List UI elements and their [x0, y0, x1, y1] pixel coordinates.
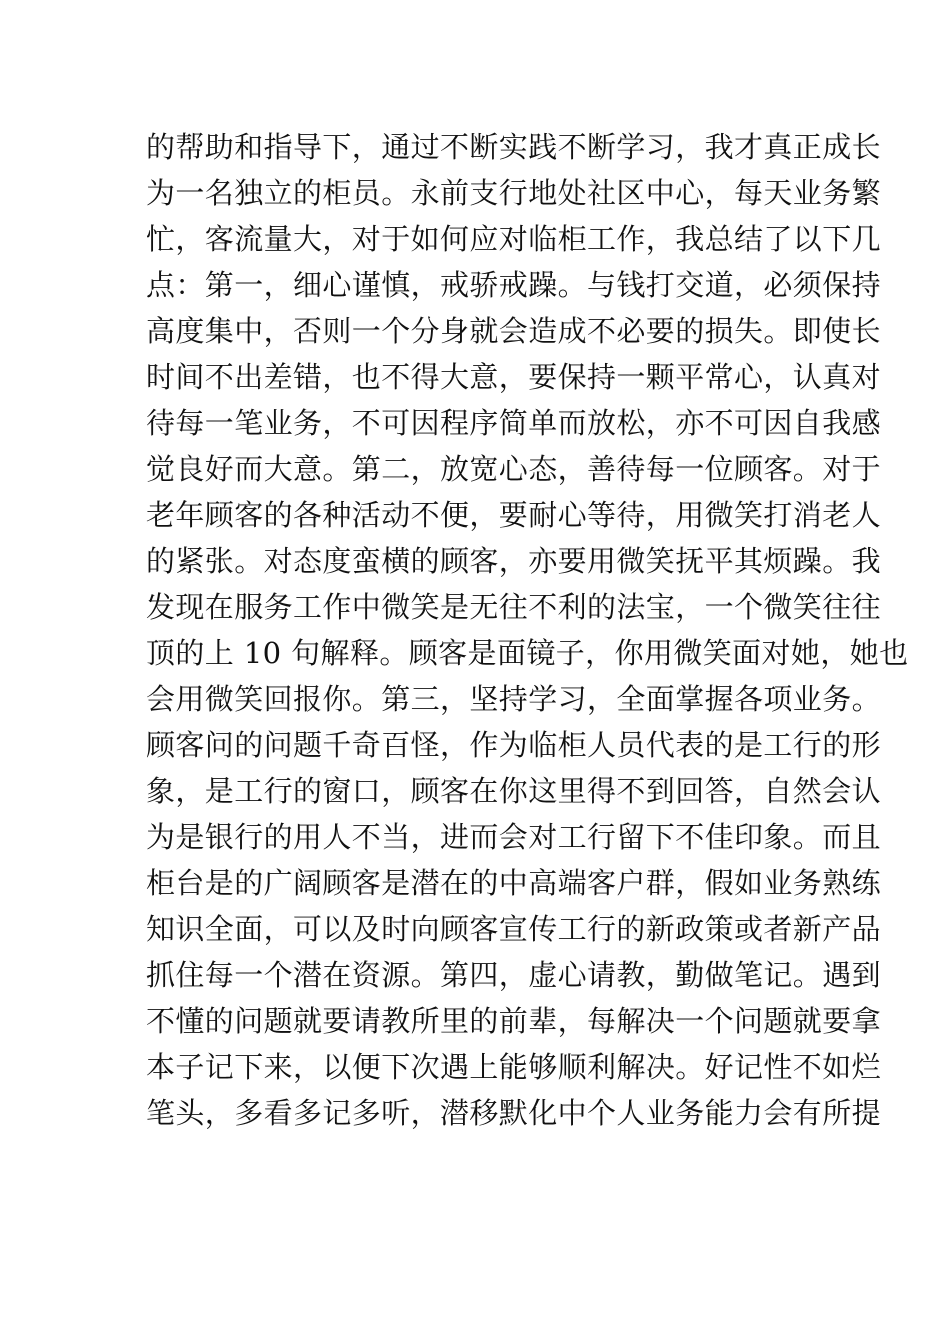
text-line: 抓住每一个潜在资源。第四，虚心请教，勤做笔记。遇到: [146, 958, 882, 992]
text-line: 柜台是的广阔顾客是潜在的中高端客户群，假如业务熟练: [146, 866, 882, 900]
text-line: 为是银行的用人不当，进而会对工行留下不佳印象。而且: [146, 820, 882, 854]
body-text: [146, 124, 909, 1136]
text-line: 会用微笑回报你。第三，坚持学习，全面掌握各项业务。: [146, 682, 882, 716]
text-line: 的紧张。对态度蛮横的顾客，亦要用微笑抚平其烦躁。我: [146, 544, 882, 578]
text-line: 本子记下来，以便下次遇上能够顺利解决。好记性不如烂: [146, 1050, 882, 1084]
text-line: 不懂的问题就要请教所里的前辈，每解决一个问题就要拿: [146, 1004, 882, 1038]
text-line: 待每一笔业务，不可因程序简单而放松，亦不可因自我感: [146, 406, 882, 440]
text-line: 顾客问的问题千奇百怪，作为临柜人员代表的是工行的形: [146, 728, 882, 762]
text-line: 高度集中，否则一个分身就会造成不必要的损失。即使长: [146, 314, 882, 348]
text-line: 忙，客流量大，对于如何应对临柜工作，我总结了以下几: [146, 222, 882, 256]
text-line: 点：第一，细心谨慎，戒骄戒躁。与钱打交道，必须保持: [146, 268, 882, 302]
text-line: 笔头，多看多记多听，潜移默化中个人业务能力会有所提: [146, 1096, 882, 1130]
text-line: 象，是工行的窗口，顾客在你这里得不到回答，自然会认: [146, 774, 882, 808]
text-line: 知识全面，可以及时向顾客宣传工行的新政策或者新产品: [146, 912, 882, 946]
text-line: 觉良好而大意。第二，放宽心态，善待每一位顾客。对于: [146, 452, 882, 486]
text-line: 顶的上 10 句解释。顾客是面镜子，你用微笑面对她，她也: [146, 636, 909, 670]
text-line: 发现在服务工作中微笑是无往不利的法宝，一个微笑往往: [146, 590, 882, 624]
text-line: 时间不出差错，也不得大意，要保持一颗平常心，认真对: [146, 360, 882, 394]
text-line: 为一名独立的柜员。永前支行地处社区中心，每天业务繁: [146, 176, 882, 210]
text-line: 的帮助和指导下，通过不断实践不断学习，我才真正成长: [146, 130, 882, 164]
text-line: 老年顾客的各种活动不便，要耐心等待，用微笑打消老人: [146, 498, 882, 532]
